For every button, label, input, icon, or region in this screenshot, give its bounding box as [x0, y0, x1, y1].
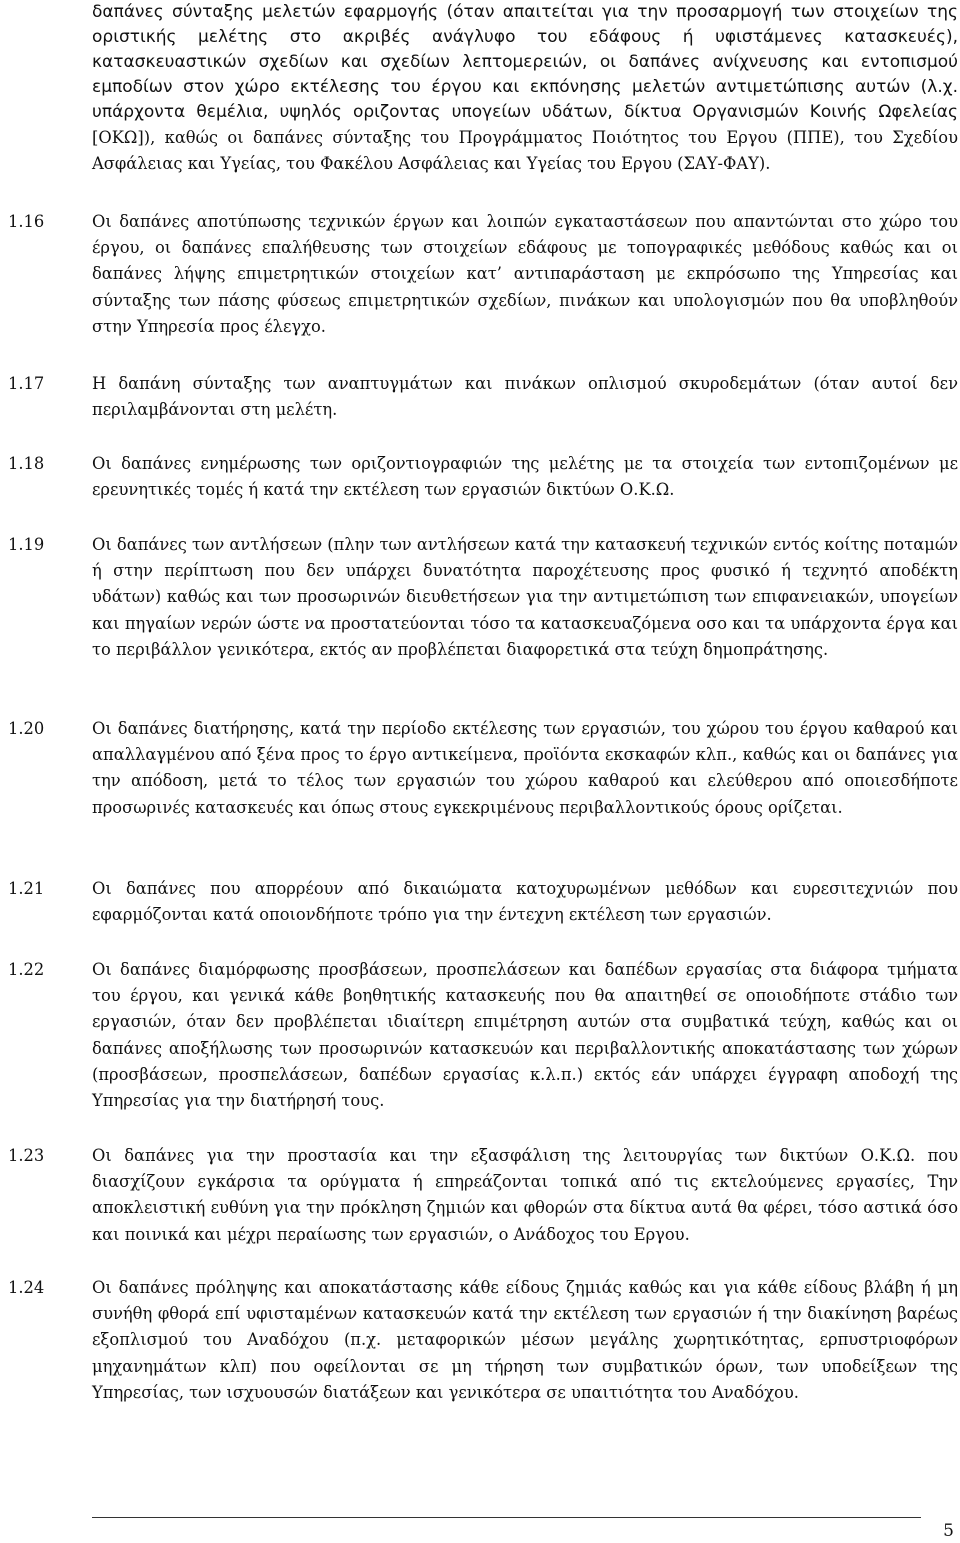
item-number: 1.23 [8, 1146, 45, 1165]
item-number: 1.16 [8, 212, 45, 231]
item-text: Οι δαπάνες διατήρησης, κατά την περίοδο εκτέλεσης των εργασιών, του χώρου του έργου καθαρού και απαλλαγμένου από ξένα προς το έργο αντικείμενα, προϊόντα εκσκαφών κλπ., καθώς και οι δαπάνες για την απόδοση, μετά το τέλος των εργασιών του χώρου καθαρού και ελεύθερου από οποιεσδήποτε προσωρινές κατασκευές και όπως στους εγκεκριμένους περιβαλλοντικούς όρους ορίζεται. [92, 719, 958, 817]
intro-text-sans: δαπάνες σύνταξης μελετών εφαρμογής (όταν απαιτείται για την προσαρμογή των στοιχείων της οριστικής μελέτης στο ακριβές ανάγλυφο του εδάφους ή υφιστάμενες κατασκευές), κατασκευαστικών σχεδίων και σχεδίων λεπτομερειών, οι δαπάνες ανίχνευσης και εντοπισμού εμποδίων στον χώρο εκτέλεσης του έργου και εκπόνησης μελετών αντιμετώπισης αυτών (λ.χ. υπάρχοντα θεμέλια, υψηλός οριζοντας υπογείων υδάτων, δίκτυα Οργανισμών Κοινής Ωφελείας [92, 2, 958, 122]
item-text: Οι δαπάνες ενημέρωσης των οριζοντιογραφιών της μελέτης με τα στοιχεία των εντοπιζομένων με ερευνητικές τομές ή κατά την εκτέλεση των εργασιών δικτύων Ο.Κ.Ω. [92, 454, 958, 500]
item-text: Οι δαπάνες αποτύπωσης τεχνικών έργων και λοιπών εγκαταστάσεων που απαντώνται στο χώρο του έργου, οι δαπάνες επαλήθευσης των στοιχείων εδάφους με τοπογραφικές μεθόδους καθώς και οι δαπάνες λήψης επιμετρητικών στοιχείων κατ’ αντιπαράσταση με εκπρόσωπο της Υπηρεσίας και σύνταξης των πάσης φύσεως επιμετρητικών σχεδίων, πινάκων και υπολογισμών που θα υποβληθούν στην Υπηρεσία προς έλεγχο. [92, 212, 958, 336]
list-item-1-18 [8, 451, 958, 503]
list-item-1-23 [8, 1143, 958, 1248]
list-item-1-20 [8, 716, 958, 821]
list-item-1-24 [8, 1275, 958, 1406]
intro-text-serif: [ΟΚΩ]), καθώς οι δαπάνες σύνταξης του Προγράμματος Ποιότητος του Εργου (ΠΠΕ), του Σχεδίου Ασφάλειας και Υγείας, του Φακέλου Ασφάλειας και Υγείας του Εργου (ΣΑΥ-ΦΑΥ). [92, 128, 958, 173]
list-item-1-17 [8, 371, 958, 423]
item-text: Οι δαπάνες που απορρέουν από δικαιώματα κατοχυρωμένων μεθόδων και ευρεσιτεχνιών που εφαρμόζονται κατά οποιονδήποτε τρόπο για την έντεχνη εκτέλεση των εργασιών. [92, 879, 958, 925]
list-item-1-21 [8, 876, 958, 928]
list-item-1-19 [8, 532, 958, 663]
list-item-1-22 [8, 957, 958, 1114]
item-text: Οι δαπάνες των αντλήσεων (πλην των αντλήσεων κατά την κατασκευή τεχνικών εντός κοίτης ποταμών ή στην περίπτωση που δεν υπάρχει δυνατότητα παροχέτευσης προς φυσικό ή τεχνητό αποδέκτη υδάτων) καθώς και των προσωρινών διευθετήσεων για την αντιμετώπιση των επιφανειακών, υπογείων και πηγαίων νερών ώστε να προστατεύονται τόσο τα κατασκευαζόμενα οσο και τα υπάρχοντα έργα και το περιβάλλον γενικότερα, εκτός αν προβλέπεται διαφορετικά στα τεύχη δημοπράτησης. [92, 535, 958, 659]
item-number: 1.20 [8, 719, 45, 738]
list-item-1-16 [8, 209, 958, 340]
item-text: Οι δαπάνες διαμόρφωσης προσβάσεων, προσπελάσεων και δαπέδων εργασίας στα διάφορα τμήματα του έργου, και γενικά κάθε βοηθητικής κατασκευής που θα απαιτηθεί σε οποιοδήποτε στάδιο των εργασιών, όταν δεν προβλέπεται ιδιαίτερη επιμέτρηση αυτών στα συμβατικά τεύχη, καθώς και οι δαπάνες αποξήλωσης των προσωρινών κατασκευών και περιβαλλοντικής αποκατάστασης των χώρων (προσβάσεων, προσπελάσεων, δαπέδων εργασίας κ.λ.π.) εκτός εάν υπάρχει έγγραφη αποδοχή της Υπηρεσίας για την διατήρησή τους. [92, 960, 958, 1111]
item-text: Οι δαπάνες για την προστασία και την εξασφάλιση της λειτουργίας των δικτύων Ο.Κ.Ω. που διασχίζουν εγκάρσια τα ορύγματα ή επηρεάζονται τοπικά από τις εκτελούμενες εργασίες, Την αποκλειστική ευθύνη για την πρόκληση ζημιών και φθορών στα δίκτυα αυτά θα φέρει, τόσο αστικά όσο και ποινικά και μέχρι περαίωσης των εργασιών, ο Ανάδοχος του Εργου. [92, 1146, 958, 1244]
item-number: 1.18 [8, 454, 45, 473]
item-number: 1.21 [8, 879, 45, 898]
item-number: 1.24 [8, 1278, 45, 1297]
intro-paragraph [92, 0, 958, 177]
page-number: 5 [943, 1521, 954, 1541]
item-number: 1.19 [8, 535, 45, 554]
item-text: Οι δαπάνες πρόληψης και αποκατάστασης κάθε είδους ζημιάς καθώς και για κάθε είδους βλάβη ή μη συνήθη φθορά επί υφισταμένων κατασκευών κατά την εκτέλεση των εργασιών ή την διακίνηση βαρέως εξοπλισμού του Αναδόχου (π.χ. μεταφορικών μέσων μεγάλης χωρητικότητας, ερπυστριοφόρων μηχανημάτων κλπ) που οφείλονται σε μη τήρηση των συμβατικών όρων, των υποδείξεων της Υπηρεσίας, των ισχυουσών διατάξεων και γενικότερα σε υπαιτιότητα του Αναδόχου. [92, 1278, 958, 1402]
item-text: Η δαπάνη σύνταξης των αναπτυγμάτων και πινάκων οπλισμού σκυροδεμάτων (όταν αυτοί δεν περιλαμβάνονται στη μελέτη. [92, 374, 958, 420]
footer-divider [92, 1517, 921, 1518]
item-number: 1.17 [8, 374, 45, 393]
item-number: 1.22 [8, 960, 45, 979]
